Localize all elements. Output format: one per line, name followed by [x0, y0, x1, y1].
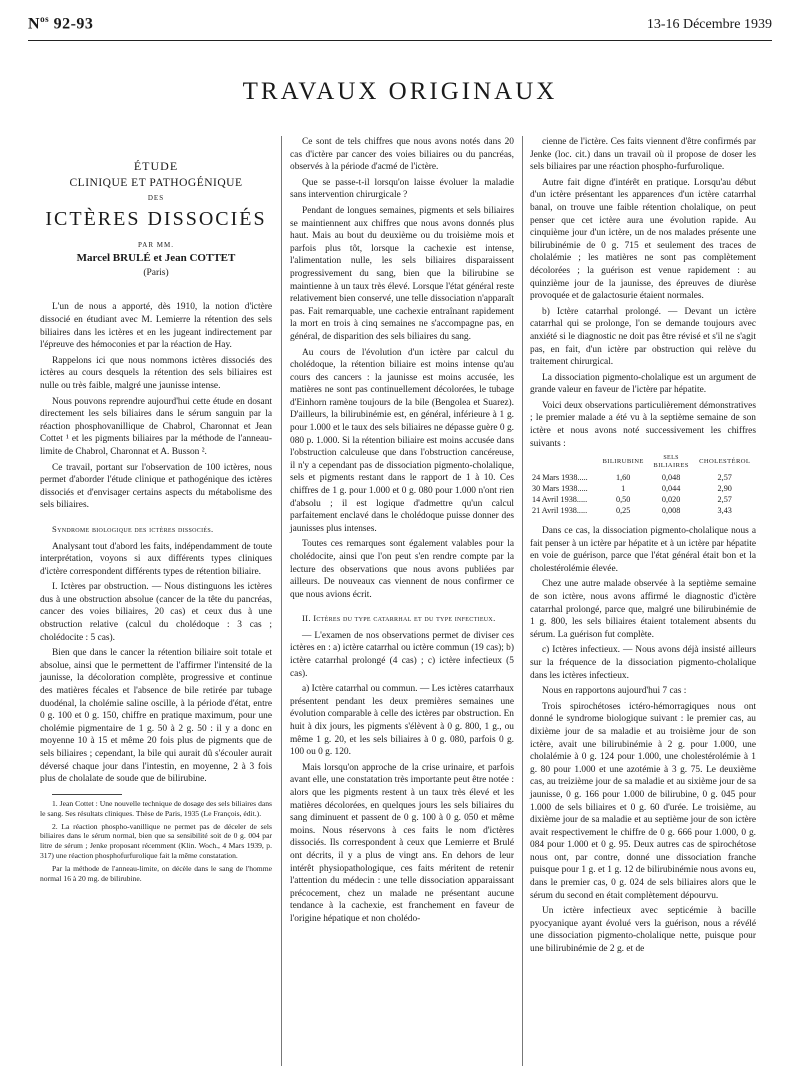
paragraph: Analysant tout d'abord les faits, indépendamment de toute interprétation, voyons si aux différents types cliniques d'ictère correspondent différents types de rétention biliaire. [40, 541, 272, 577]
paragraph: Nous en rapportons aujourd'hui 7 cas : [542, 686, 687, 697]
paragraph: b) Ictère catarrhal prolongé. — Devant un ictère catarrhal qui se prolonge, l'on se demande toujours avec anxiété si le diagnostic ne doit pas être révisé et s'il ne s'agit pas, en fait, d'un ictère par obstruction qui relève du traitement chirurgical. [530, 306, 756, 368]
article-authors: Marcel BRULÉ et Jean COTTET [76, 252, 236, 265]
paragraph: — L'examen de nos observations permet de diviser ces ictères en : a) ictère catarrhal ou ictère commun (19 cas); b) ictère catarrhal prolongé (4 cas) ; c) ictère infectieux (5 cas). [290, 630, 514, 679]
paragraph: I. Ictères par obstruction. — Nous distinguons les ictères dus à une obstruction absolue (cancer de la tête du pancréas, cancer des voies biliaires, 20 cas) et ceux dus à une obstruction relative (calcul du cholédoque : 3 cas ; cholédocite : 5 cas). [40, 582, 272, 643]
paragraph: L'un de nous a apporté, dès 1910, la notion d'ictère dissocié en étudiant avec M. Lemierre la rétention des sels biliaires dans les ictères et en les jugeant indirectement par l'épreuve des hémoconies et par la réaction de Hay. [40, 302, 272, 351]
table-header: CHOLESTÉROL [699, 458, 751, 466]
column-1 [40, 136, 272, 887]
paragraph: Trois spirochétoses ictéro-hémorragiques nous ont donné le syndrome biologique suivant : le premier cas, au dixième jour de sa maladie et au troisième jour de son ictère, avait une bilirubinémie à 2 g. pour 1.000, une cholalémie à 0 g. 124 pour 1.000, une cholestérolémie à 1 g. 80 pour 1.000 et une azotémie à 3 g. 75. Le deuxième cas, au treizième jour de sa maladie et au sixième jour de sa jaunisse, 0 g. 166 pour 1.000 de bilirubine, 0 g. 045 pour 1.000 de sels biliaires et 0 g. 60 d'urée. Le troisième, au dixième jour de sa maladie et au septième jour de son ictère avait respectivement le chiffre de 0 g. 666 pour 1.000, 0 g. 084 pour 1.000 et 0 g. 95. Deux autres cas de spirochétose nous ont, par contre, donné une dissociation franche puisque pour 1 g. et 1 g. 12 de bilirubinémie nous avons eu, dans le premier cas, 0 g. 024 de sels biliaires alors que le sérum du second en était complètement dépourvu. [530, 701, 756, 901]
article-place: (Paris) [143, 267, 169, 278]
table-header-top: SELS [663, 455, 679, 462]
table-row [530, 484, 756, 495]
paragraph: cienne de l'ictère. Ces faits viennent d'être confirmés par Jenke (loc. cit.) dans un travail où il propose de doser les sels biliaires par une réaction phospho-furfurolique. [530, 137, 756, 173]
paragraph: Au cours de l'évolution d'un ictère par calcul du cholédoque, la rétention biliaire est moins intense qu'au cours des cancers : la jaunisse est moins accusée, les matières ne sont pas continuellement décolorées, le tubage d'Einhorn ramène toujours de la bile (Bengolea et Suarez). D'ailleurs, la bilirubinémie est, en général, inférieure à 1 g. pour 1.000 et le taux des sels biliaires ne dépasse guère 0 g. 080 p. 1.000. Si la rétention biliaire est moins accusée dans l'obstruction calculeuse que dans l'obstruction cancéreuse, il n'y a cependant pas de dissociation pigmento-cholalique, sels et pigments restant dans le rapport de 1 à 10. Ces chiffres de 1 g. pour 1.000 et 0 g. 080 pour 1.000 n'ont rien d'absolu ; il est logique d'admettre qu'un calcul parfaitement enclavé dans le cholédoque puisse donner des jaunisses plus intenses. [290, 347, 514, 534]
table-cell: 2,57 [717, 473, 732, 483]
table-header [530, 454, 598, 473]
paragraph: La dissociation pigmento-cholalique est un argument de grande valeur en faveur de l'ictère par hépatite. [530, 372, 756, 396]
article-kicker: DES [147, 194, 165, 203]
subsection-heading: Syndrome biologique des ictères dissociés. [52, 523, 214, 534]
table-cell: 1,60 [616, 473, 631, 483]
section-title: TRAVAUX ORIGINAUX [242, 78, 558, 105]
article-kicker: CLINIQUE ET PATHOGÉNIQUE [69, 177, 243, 190]
paragraph: Ce sont de tels chiffres que nous avons notés dans 20 cas d'ictère par cancer des voies biliaires ou du pancréas, observés à la période d'acmé de l'ictère. [290, 137, 514, 173]
subsection-heading: II. Ictères du type catarrhal et du type infectieux. [302, 613, 496, 624]
table-cell: 0,25 [616, 506, 631, 516]
footnote-rule [52, 794, 122, 795]
paragraph: Bien que dans le cancer la rétention biliaire soit totale et absolue, ainsi que le permettent de l'affirmer l'intensité de la jaunisse, la décoloration complète, progressive et continue des matières fécales et l'absence de bile retirée par tubage duodénal, la cholémie saline oscille, à la période d'état, entre 0 g. 100 et 0 g. 150, chiffre en pratique maximum, pour une cholémie pigmentaire de 1 g. 50 à 2 g. 50 : il y a donc en moyenne 10 à 15 et même 20 fois plus de pigments que de sels biliaires ; cependant, la bile qui aurait dû s'écouler aurait déversé chaque jour dans l'intestin, en moyenne, 2 à 3 fois plus de cholalate de soude que de bilirubine. [40, 648, 272, 785]
paragraph: Rappelons ici que nous nommons ictères dissociés des ictères au cours desquels la rétention des sels biliaires est nulle ou très faible, malgré une jaunisse intense. [40, 355, 272, 392]
column-3 [530, 136, 756, 959]
paragraph: Pendant de longues semaines, pigments et sels biliaires se maintiennent aux chiffres que nous avons donnés plus haut. Mais au bout du deuxième ou du troisième mois et parfois plus tôt, lorsque la cachexie est intense, l'alimentation nulle, les sels biliaires disparaissent progressivement du sang, bien que la bilirubine se maintienne à un taux très élevé. Lorsque l'état général reste relativement bien conservé, une telle dissociation n'apparaît pas. Fait remarquable, une cachexie entraînant rapidement la mort en trois à cinq semaines ne s'accompagne pas, en général, de disparition des sels biliaires du sang. [290, 205, 514, 342]
footnote: 2. La réaction phospho-vanillique ne permet pas de déceler de sels biliaires dans le sérum normal, bien que sa sensibilité soit de 0 g. 004 par litre de sérum ; Jenke proposant récemment (Klin. Woch., 4 Mars 1939, p. 317) une réaction phosphofurfurolique fait la même constatation. [40, 821, 272, 861]
paragraph: c) Ictères infectieux. — Nous avons déjà insisté ailleurs sur la fréquence de la dissociation pigmento-cholalique dans les ictères infectieux. [530, 645, 756, 681]
paragraph: Toutes ces remarques sont également valables pour la cholédocite, ainsi que l'on peut s'en rendre compte par la lecture des observations que nous avons publiées par ailleurs. De nouveaux cas viennent de nous confirmer ce que nous avions écrit. [290, 539, 514, 600]
table-cell: 0,50 [616, 495, 631, 505]
header-rule [28, 40, 772, 41]
table-header-label: BILIAIRES [653, 462, 689, 470]
article-kicker: ÉTUDE [133, 159, 179, 173]
column-2 [290, 136, 514, 929]
paragraph: Voici deux observations particulièrement démonstratives ; le premier malade a été vu à la septième semaine de son ictère et nous avons noté successivement les chiffres suivants : [530, 400, 756, 449]
paragraph: Que se passe-t-il lorsqu'on laisse évoluer la maladie sans intervention chirurgicale ? [290, 177, 514, 201]
table-cell: 2,57 [717, 495, 732, 505]
paragraph: Ce travail, portant sur l'observation de 100 ictères, nous permet d'aborder l'étude clinique et pathogénique des ictères dissociés et d'envisager certains aspects du métabolisme des sels biliaires. [40, 462, 272, 511]
paragraph: Autre fait digne d'intérêt en pratique. Lorsqu'au début d'un ictère présentant les apparences d'un ictère catarrhal banal, on trouve une faible rétention cholalique, on peut penser que cet ictère aura une évolution rapide. Au cinquième jour d'un ictère, un de nos malades présente une bilirubinémie de 0 g. 715 et seulement des traces de cholalémie ; les matières ne sont pas complètement décolorées ; la guérison est venue rapidement : au quinzième jour de la jaunisse, des épreuves de diurèse provoquée et de galactosurie étaient normales. [530, 177, 756, 302]
table-cell: 1 [621, 484, 626, 494]
table-cell: 0,048 [661, 473, 681, 483]
table-cell: 21 Avril 1938..... [532, 506, 588, 516]
column-divider [281, 136, 282, 1066]
issue-date: 13-16 Décembre 1939 [646, 17, 772, 32]
lab-values-table [530, 454, 756, 517]
table-row [530, 506, 756, 517]
footnote: 1. Jean Cottet : Une nouvelle technique de dosage des sels biliaires dans le sang. Ses résultats cliniques. Thèse de Paris, 1935 (Le François, édit.). [40, 798, 272, 818]
article-title: ICTÈRES DISSOCIÉS [45, 207, 267, 230]
table-cell: 0,008 [661, 506, 681, 516]
table-cell: 3,43 [717, 506, 732, 516]
table-cell: 14 Avril 1938..... [532, 495, 588, 505]
paragraph: Un ictère infectieux avec septicémie à bacille pyocyanique ayant évolué vers la guérison, nous a révélé une dissociation pigmento-cholalique nette, puisque pour une bilirubinémie de 2 g. et de [530, 906, 756, 955]
paragraph: Mais lorsqu'on approche de la crise urinaire, et parfois avant elle, une constatation très importante peut être notée : alors que les pigments restent à un taux très élevé et les matières décolorées, en quelques jours les sels biliaires du sang diminuent et passent de 0 g. 100 à 0 g. 050 et même moins. Nous réservons à ces faits le nom d'ictères dissociés. Ils correspondent à ceux que Lemierre et Brulé ont décrits, il y a plus de vingt ans. En dehors de leur intérêt physiopathologique, ces faits méritent de retenir l'attention du médecin : une telle dissociation apparaissant précocement, chez un malade ne présentant aucune tendance à la cachexie, est franchement en faveur de l'origine hépatique et non cholédo- [290, 762, 514, 924]
issue-number: $N^{os}$ 92-93 [28, 14, 94, 33]
paragraph: Dans ce cas, la dissociation pigmento-cholalique nous a fait penser à un ictère par hépatite et à un ictère par hépatite en voie de guérison, parce que l'état général était bon et la cholestérolémie élevée. [530, 526, 756, 574]
paragraph: Chez une autre malade observée à la septième semaine de son ictère, nous avons affirmé le diagnostic d'ictère catarrhal prolongé, parce que, malgré une bilirubinémie de 1 g. 800, les sels biliaires étaient totalement absents du sérum. La guérison fut complète. [530, 579, 756, 640]
table-row [530, 495, 756, 506]
table-cell: 2,90 [717, 484, 732, 494]
table-cell: 0,044 [661, 484, 681, 494]
paragraph: Nous pouvons reprendre aujourd'hui cette étude en dosant directement les sels biliaires dans le sérum sanguin par la réaction phosphovanillique de Chabrol, Charonnat et Jean Cottet ¹ et les pigments biliaires par la méthode de l'anneau-limite de Chabrol, Charonnat et A. Busson ². [40, 396, 272, 458]
table-row [530, 473, 756, 484]
table-header [649, 454, 694, 473]
article-heading [40, 158, 272, 279]
table-cell: 30 Mars 1938..... [532, 484, 588, 494]
table-cell: 24 Mars 1938..... [532, 473, 588, 483]
paragraph: a) Ictère catarrhal ou commun. — Les ictères catarrhaux présentent pendant les deux premières semaines une évolution comparable à celle des ictères par obstruction. En huit à dix jours, les pigments s'élèvent à 0 g. 800, 1 g., ou même 1 g. 20, et les sels biliaires à 0 g. 080, parfois 0 g. 100 ou 0 g. 120. [290, 684, 514, 758]
table-header: BILIRUBINE [602, 458, 644, 466]
footnote: Par la méthode de l'anneau-limite, on décèle dans le sang de l'homme normal 16 à 20 mg. de bilirubine. [40, 863, 272, 883]
column-divider [522, 136, 523, 1066]
article-byline-prefix: PAR MM. [138, 240, 174, 249]
table-cell: 0,020 [661, 495, 681, 505]
